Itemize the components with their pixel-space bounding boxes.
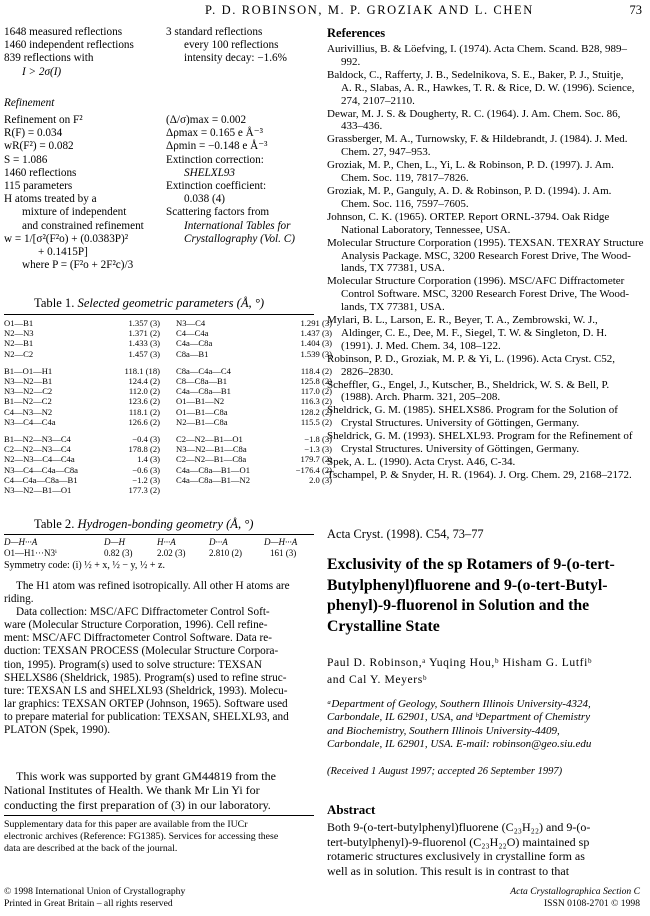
reference-entry: Scheffler, G., Engel, J., Kutscher, B., Sheldrick, W. S. & Bell, P.	[327, 378, 610, 391]
table-cell: N3—C4—C4a	[4, 416, 56, 427]
title-line: Butylphenyl)fluorene and 9-(o-tert-Butyl-	[327, 576, 608, 594]
text-line: Crystallography (Vol. C)	[184, 232, 295, 245]
table-row	[4, 376, 338, 386]
table1-caption: Table 1. Selected geometric parameters (Å, °)	[34, 296, 265, 310]
table-cell: 118.1 (2)	[128, 406, 160, 417]
reference-entry: Dewar, M. J. S. & Dougherty, R. C. (1964). J. Am. Chem. Soc. 86,	[327, 107, 621, 120]
table-cell: 178.8 (2)	[128, 444, 160, 455]
table-header: D—H···A	[4, 537, 38, 547]
reference-entry: Sheldrick, G. M. (1993). SHELXL93. Program for the Refinement of	[327, 430, 633, 443]
text-line: and constrained refinement	[22, 219, 144, 232]
table-row	[4, 407, 338, 417]
title-line: Crystalline State	[327, 617, 440, 635]
table-cell: C2—N2—B1—O1	[176, 434, 243, 445]
text-line: w = 1/[σ²(F²o) + (0.0383P)²	[4, 232, 129, 245]
table-cell: N2—N3—C4—C4a	[4, 454, 75, 465]
table-cell: C8a—C4a—C4	[176, 365, 231, 376]
received-dates: (Received 1 August 1997; accepted 26 September 1997)	[327, 766, 563, 777]
table-row	[4, 396, 338, 406]
reference-entry: Sheldrick, G. M. (1985). SHELXS86. Program for the Solution of	[327, 404, 618, 417]
table-cell: 123.6 (2)	[128, 396, 160, 407]
table-cell: 117.0 (2)	[300, 386, 332, 397]
table-row	[4, 434, 338, 444]
table-cell: −1.8 (3)	[304, 434, 332, 445]
text-line: 1460 independent reflections	[4, 39, 134, 52]
reference-continuation: 2826–2830.	[341, 365, 394, 378]
supplementary-rule	[4, 815, 314, 816]
text-line: SHELXL93	[184, 166, 235, 179]
table-cell: 1.433 (3)	[128, 338, 160, 349]
table-cell: C4—C4a—C8a—B1	[4, 474, 78, 485]
text-line: Acta Crystallographica Section C	[510, 886, 640, 897]
abstract-text	[327, 820, 590, 878]
text-line: © 1998 International Union of Crystallography	[4, 886, 186, 897]
text-line: 3 standard reflections	[166, 26, 263, 38]
reference-continuation: 274, 2107–2110.	[341, 94, 415, 107]
table-cell: N2—B1—C8a	[176, 416, 228, 427]
supplementary-note	[4, 819, 278, 855]
reference-continuation: (1988). Arch. Pharm. 321, 205–208.	[341, 391, 501, 404]
table-row	[4, 444, 338, 454]
text-line: every 100 reflections	[184, 39, 279, 52]
text-line: rotameric structures exclusively in crystalline form as	[327, 849, 585, 864]
text-line: lar graphics: TEXSAN ORTEP (Johnson, 1965). Software used	[4, 697, 288, 710]
reference-entry: Robinson, P. D., Groziak, M. P. & Yi, L. (1996). Acta Cryst. C52,	[327, 352, 616, 365]
table-row	[4, 349, 338, 359]
reference-continuation: Crystal Structures. University of Göttingen, Germany.	[341, 443, 580, 456]
text-line: intensity decay: −1.6%	[184, 52, 287, 65]
table-cell: N3—N2—B1	[4, 376, 53, 387]
refinement-right	[166, 114, 295, 246]
text-line: H atoms treated by a	[4, 193, 97, 206]
text-line: riding.	[4, 593, 34, 606]
reference-entry: Mylari, B. L., Larson, E. R., Beyer, T. A., Zembrowski, W. J.,	[327, 314, 598, 327]
table-cell: −0.4 (3)	[132, 434, 160, 445]
text-line: Extinction correction:	[166, 153, 264, 166]
symmetry-code: Symmetry code: (i) ½ + x, ½ − y, ½ + z.	[4, 560, 165, 571]
reference-entry: Molecular Structure Corporation (1995). TEXSAN. TEXRAY Structure	[327, 236, 644, 249]
table-header: D—H	[104, 537, 126, 547]
table-cell: C4a—C8a—B1—N2	[176, 474, 250, 485]
text-line: 839 reflections with	[4, 52, 94, 65]
text-line: Data collection: MSC/AFC Diffractometer Control Soft-	[16, 606, 270, 619]
text-line: + 0.1415P]	[38, 246, 88, 259]
table-cell: N3—N2—B1—C8a	[176, 444, 247, 455]
reference-entry: Groziak, M. P., Chen, L., Yi, L. & Robinson, P. D. (1997). J. Am.	[327, 159, 614, 172]
table-cell: 1.291 (3)	[300, 318, 332, 328]
table-row	[4, 338, 338, 348]
text-line: National Institutes of Health. We thank Mr Lin Yi for	[4, 783, 260, 798]
text-line: tion, 1995). Program(s) used to solve structure: TEXSAN	[4, 658, 263, 671]
refinement-left	[4, 114, 144, 272]
reference-entry: Tschampel, P. & Snyder, H. R. (1964). J. Org. Chem. 29, 2168–2172.	[327, 468, 632, 481]
reference-entry: Molecular Structure Corporation (1996). MSC/AFC Diffractometer	[327, 275, 625, 288]
text-line: PLATON (Spek, 1990).	[4, 724, 111, 737]
table-cell: C8a—B1	[176, 348, 209, 359]
reference-entry: Groziak, M. P., Ganguly, A. D. & Robinson, P. D. (1994). J. Am.	[327, 184, 612, 197]
table-cell: C4—N3—N2	[4, 406, 53, 417]
table-cell: 0.82 (3)	[104, 547, 133, 558]
author-line: Paul D. Robinson,ᵃ Yuqing Hou,ᵇ Hisham G. Lutfiᵇ	[327, 656, 593, 669]
table-cell: 1.4 (3)	[137, 454, 160, 465]
title-line: Exclusivity of the sp Rotamers of 9-(o-tert-	[327, 556, 615, 573]
table-row	[4, 485, 338, 495]
table-cell: C4a—C8a—B1—O1	[176, 464, 250, 475]
table-cell: −1.2 (3)	[132, 474, 160, 485]
table-cell: 1.539 (3)	[300, 348, 332, 359]
text-line: Δρmin = −0.148 e Å⁻³	[166, 140, 268, 153]
text-line: tert-butylphenyl)-9-fluorenol (C₂₃H₂₂O) maintained sp	[327, 834, 590, 849]
journal-citation: Acta Cryst. (1998). C54, 73–77	[327, 527, 484, 541]
text-line: Scattering factors from	[166, 206, 270, 219]
reference-continuation: lands, TX 77381, USA.	[341, 262, 445, 275]
table-row	[4, 386, 338, 396]
table-cell: 1.404 (3)	[300, 338, 332, 349]
text-line: 115 parameters	[4, 180, 73, 193]
table-cell: C4a—C8a	[176, 338, 213, 349]
table-row	[4, 328, 338, 338]
table-row	[4, 366, 338, 376]
table-cell: 1.357 (3)	[128, 318, 160, 328]
reference-continuation: lands, TX 77381, USA.	[341, 301, 445, 314]
authors	[327, 655, 592, 688]
text-line: to prepare material for publication: TEXSAN, SHELXL93, and	[4, 710, 289, 723]
text-line: Both 9-(o-tert-butylphenyl)fluorene (C₂₃H₂₂) and 9-(o-	[327, 820, 591, 834]
table-cell: 2.810 (2)	[209, 547, 242, 558]
table-row	[4, 318, 338, 328]
text-line: well as in solution. This result is in contrast to that	[327, 863, 570, 878]
data-collection-right	[166, 26, 287, 66]
body-text-left	[4, 580, 316, 737]
table-cell: 112.0 (2)	[128, 386, 160, 397]
table-cell: B1—N2—N3—C4	[4, 434, 71, 445]
table-spacer	[4, 359, 338, 366]
copyright-footer	[4, 886, 185, 910]
text-line: Carbondale, IL 62901, USA. E-mail: robinson@geo.siu.edu	[327, 737, 592, 750]
table1-rule	[4, 314, 314, 315]
table-cell	[166, 485, 252, 495]
table-header: D—H···A	[264, 537, 298, 547]
table-cell: −176.4 (2)	[295, 464, 332, 475]
table-cell: C8—C8a—B1	[176, 376, 228, 387]
table-cell: N3—N2—B1—O1	[4, 485, 72, 496]
table-cell: 1.437 (3)	[300, 328, 332, 339]
text-line: 1460 reflections	[4, 166, 77, 179]
table2-caption: Table 2. Hydrogen-bonding geometry (Å, °)	[34, 517, 254, 531]
text-line: I > 2σ(I)	[22, 65, 62, 78]
table-cell: 161 (3)	[270, 547, 297, 558]
table-cell: N3—C4	[176, 318, 206, 328]
table-cell: C4—C4a	[176, 328, 209, 339]
text-line: Printed in Great Britain – all rights reserved	[4, 897, 173, 909]
reference-continuation: National Laboratory, Tennessee, USA.	[341, 223, 511, 236]
text-line: ᵃDepartment of Geology, Southern Illinois University-4324,	[327, 698, 591, 710]
table-cell: 177.3 (2)	[128, 485, 160, 496]
table-cell: 2.02 (3)	[157, 547, 186, 558]
table1	[4, 318, 338, 495]
table-row	[4, 417, 338, 427]
text-line: Refinement on F²	[4, 114, 83, 126]
text-line: ture: TEXSAN LS and SHELXL93 (Sheldrick, 1993). Molecu-	[4, 684, 288, 697]
running-header	[0, 0, 650, 20]
table-cell: O1—B1—N2	[176, 396, 225, 407]
running-title: P. D. ROBINSON, M. P. GROZIAK AND L. CHEN	[205, 3, 534, 17]
references-heading: References	[327, 26, 386, 40]
journal-footer	[510, 886, 640, 910]
acknowledgements	[4, 769, 276, 812]
reference-continuation: 433–436.	[341, 120, 383, 133]
table-cell: N2—N3	[4, 328, 34, 339]
text-line: Carbondale, IL 62901, USA, and ᵇDepartment of Chemistry	[327, 711, 591, 724]
reference-continuation: Chem. 27, 947–953.	[341, 146, 431, 159]
table-header: H···A	[157, 537, 176, 547]
table-cell: 115.5 (2)	[300, 416, 332, 427]
page-number: 73	[629, 3, 642, 17]
table-cell: 118.1 (18)	[124, 365, 160, 376]
table-cell: −1.3 (3)	[304, 444, 332, 455]
text-line: Δρmax = 0.165 e Å⁻³	[166, 127, 264, 140]
table-cell: 118.4 (2)	[300, 365, 332, 376]
table-cell: B1—O1—H1	[4, 365, 53, 376]
table-cell: N2—B1	[4, 338, 34, 349]
table-cell: N3—C4—C4a—C8a	[4, 464, 78, 475]
table-cell: C2—N2—B1—C8a	[176, 454, 247, 465]
table-cell: 179.7 (2)	[300, 454, 332, 465]
affiliation	[327, 698, 591, 751]
table2-row	[4, 548, 316, 559]
reference-continuation: Crystal Structures. University of Göttingen, Germany.	[341, 417, 580, 430]
reference-entry: Grassberger, M. A., Turnowsky, F. & Hildebrandt, J. (1984). J. Med.	[327, 133, 628, 146]
text-line: This work was supported by grant GM44819 from the	[16, 769, 276, 783]
table-cell: 1.371 (2)	[128, 328, 160, 339]
text-line: International Tables for	[184, 219, 291, 232]
table-cell: B1—N2—C2	[4, 396, 52, 407]
table-cell: N3—N2—C2	[4, 386, 53, 397]
reference-entry: Spek, A. L. (1990). Acta Cryst. A46, C-34.	[327, 456, 516, 468]
reference-list	[327, 43, 644, 482]
reference-continuation: Chem. Soc. 119, 7817–7826.	[341, 172, 469, 185]
reference-entry: Aurivillius, B. & Löefving, I. (1974). Acta Chem. Scand. B28, 989–	[327, 43, 628, 55]
text-line: and Biochemistry, Southern Illinois University-4409,	[327, 724, 560, 737]
table-spacer	[4, 427, 338, 434]
text-line: ISSN 0108-2701 © 1998	[543, 897, 640, 909]
text-line: SHELXS86 (Sheldrick, 1985). Program(s) used to refine struc-	[4, 671, 287, 684]
reference-continuation: Aldinger, C. E., Dee, M. F., Siegel, T. W. & Singleton, D. H.	[341, 326, 607, 339]
text-line: data are described at the back of the journal.	[4, 843, 178, 854]
reference-continuation: Control Software. MSC, 3200 Research Forest Drive, The Wood-	[341, 288, 630, 301]
article-title	[327, 555, 615, 637]
table-cell: 116.3 (2)	[300, 396, 332, 407]
text-line: where P = (F²o + 2F²c)/3	[22, 259, 134, 272]
text-line: R(F) = 0.034	[4, 127, 63, 140]
table-cell: C4a—C8a—B1	[176, 386, 231, 397]
table-row	[4, 475, 338, 485]
table-cell: C2—N2—N3—C4	[4, 444, 71, 455]
text-line: conducting the first preparation of (3) in our laboratory.	[4, 797, 271, 812]
reference-continuation: Chem. Soc. 116, 7597–7605.	[341, 197, 469, 210]
text-line: Extinction coefficient:	[166, 180, 267, 193]
text-line: 1648 measured reflections	[4, 26, 123, 38]
table-cell: −0.6 (3)	[132, 464, 160, 475]
table-cell: 126.6 (2)	[128, 416, 160, 427]
table2	[4, 537, 316, 572]
table2-rule	[4, 534, 314, 535]
table-row	[4, 454, 338, 464]
table-cell: O1—B1—C8a	[176, 406, 228, 417]
abstract-heading: Abstract	[327, 802, 376, 817]
table-header: D···A	[209, 537, 228, 547]
text-line: Supplementary data for this paper are available from the IUCr	[4, 819, 248, 830]
text-line: electronic archives (Reference: FG1385). Services for accessing these	[4, 831, 279, 842]
text-line: ment: MSC/AFC Diffractometer Control Software. Data re-	[4, 632, 272, 645]
table-cell: 2.0 (3)	[309, 474, 332, 485]
reference-entry: Johnson, C. K. (1965). ORTEP. Report ORNL-3794. Oak Ridge	[327, 210, 610, 223]
table2-header-row	[4, 537, 316, 548]
table-cell	[252, 485, 338, 495]
table-cell: 125.8 (2)	[300, 376, 332, 387]
table-cell: O1—B1	[4, 318, 34, 328]
reference-continuation: A. R., Slabas, A. R., Hawkes, T. R. & Rice, D. W. (1996). Science,	[341, 81, 635, 94]
reference-continuation: 992.	[341, 55, 361, 68]
reference-entry: Baldock, C., Rafferty, J. B., Sedelnikova, S. E., Baker, P. J., Stuitje,	[327, 68, 624, 81]
author-line: and Cal Y. Meyersᵇ	[327, 672, 428, 686]
table-cell: 124.4 (2)	[128, 376, 160, 387]
table-row	[4, 465, 338, 475]
reference-continuation: Analysis Package. MSC, 3200 Research Forest Drive, The Wood-	[341, 249, 631, 262]
table-cell: 128.2 (2)	[300, 406, 332, 417]
text-line: The H1 atom was refined isotropically. All other H atoms are	[16, 580, 290, 592]
text-line: (Δ/σ)max = 0.002	[166, 114, 247, 126]
geometric-parameters-table	[4, 318, 338, 495]
refinement-heading: Refinement	[4, 97, 55, 109]
text-line: 0.038 (4)	[184, 193, 226, 206]
text-line: S = 1.086	[4, 153, 48, 166]
text-line: wR(F²) = 0.082	[4, 140, 74, 153]
table-cell: 1.457 (3)	[128, 348, 160, 359]
text-line: mixture of independent	[22, 206, 127, 219]
table-cell: O1—H1···N3ⁱ	[4, 547, 57, 558]
title-line: phenyl)-9-fluorenol in Solution and the	[327, 597, 590, 614]
reference-continuation: (1991). J. Med. Chem. 34, 108–122.	[341, 339, 501, 352]
text-line: duction: TEXSAN PROCESS (Molecular Structure Corpora-	[4, 645, 279, 658]
text-line: ware (Molecular Structure Corporation, 1996). Cell refine-	[4, 619, 268, 632]
data-collection-left	[4, 26, 134, 79]
table-cell: N2—C2	[4, 348, 34, 359]
